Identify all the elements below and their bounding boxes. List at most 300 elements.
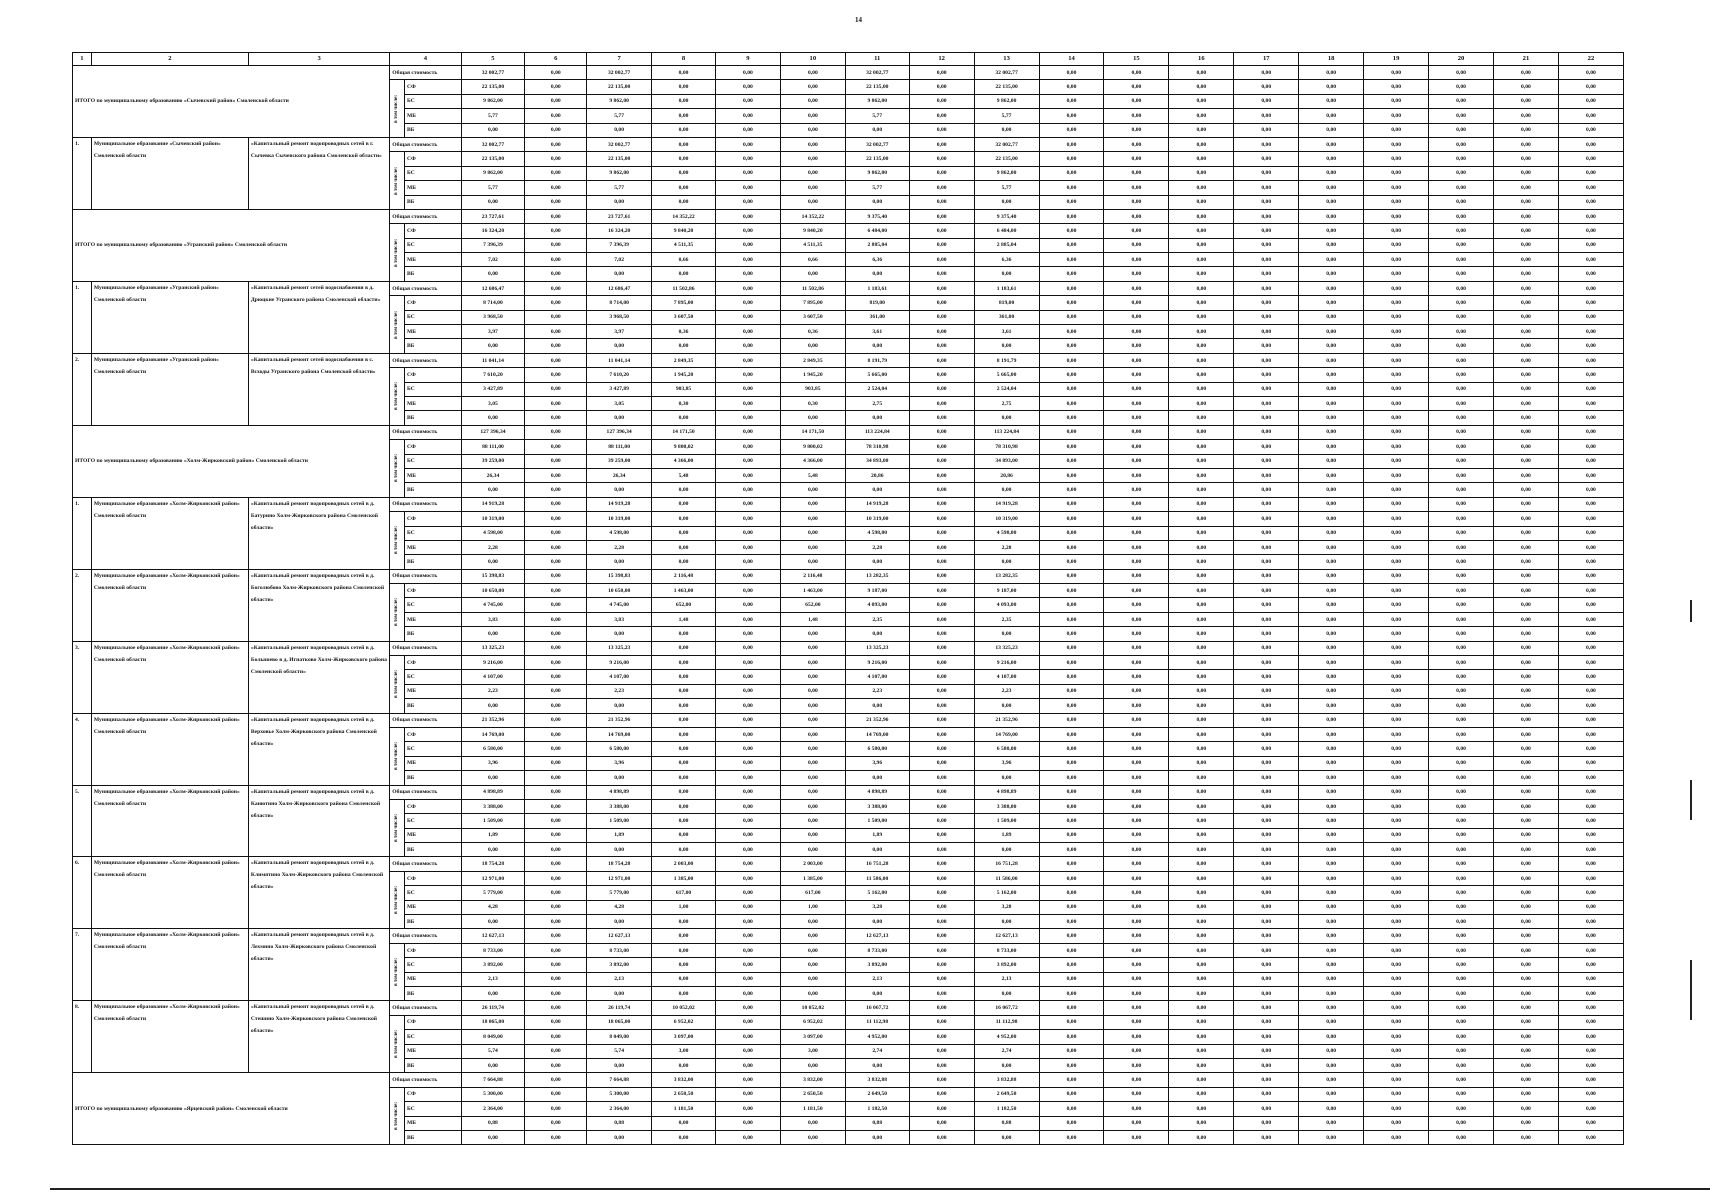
value-cell: 0,00 (1039, 267, 1104, 281)
value-cell: 20,86 (845, 468, 909, 482)
value-cell: 0,00 (461, 1130, 525, 1144)
value-cell: 0,00 (525, 843, 587, 857)
value-cell: 0,00 (1299, 325, 1364, 339)
value-cell: 0,00 (1364, 440, 1429, 454)
value-cell: 34 893,00 (845, 454, 909, 468)
value-cell: 0,00 (652, 771, 716, 785)
value-cell: 0,00 (1169, 339, 1234, 353)
value-cell: 0,00 (1299, 411, 1364, 425)
value-cell: 0,00 (1493, 569, 1558, 583)
municipality-name: Муниципальное образование «Холм-Жирковский район» Смоленской области (91, 713, 248, 785)
value-cell: 0,00 (1104, 915, 1169, 929)
value-cell: 361,00 (845, 310, 909, 324)
value-cell: 0,00 (461, 195, 525, 209)
value-cell: 0,00 (909, 1001, 974, 1015)
value-cell: 0,00 (1429, 109, 1494, 123)
item-row (73, 857, 1624, 871)
value-cell: 0,88 (461, 1116, 525, 1130)
value-cell: 0,00 (715, 497, 780, 511)
value-cell: 0,00 (715, 598, 780, 612)
value-cell: 0,00 (652, 943, 716, 957)
value-cell: 0,00 (1169, 627, 1234, 641)
value-cell: 21 352,96 (845, 713, 909, 727)
value-cell: 0,00 (1104, 598, 1169, 612)
value-cell: 0,00 (1169, 224, 1234, 238)
value-cell: 2,13 (587, 972, 652, 986)
value-cell: 0,00 (715, 656, 780, 670)
value-cell: 0,00 (1429, 152, 1494, 166)
value-cell: 113 224,84 (845, 425, 909, 439)
value-cell: 0,00 (780, 152, 845, 166)
value-cell: 0,00 (1169, 900, 1234, 914)
value-cell: 2,28 (974, 540, 1039, 554)
total-title: ИТОГО по муниципальному образованию «Холм-Жирковский район» Смоленской области (73, 425, 390, 497)
value-cell: 0,00 (715, 742, 780, 756)
value-cell: 0,00 (1169, 267, 1234, 281)
value-cell: 0,00 (1299, 396, 1364, 410)
value-cell: 0,00 (1234, 94, 1299, 108)
value-cell: 0,00 (1493, 94, 1558, 108)
value-cell: 0,00 (525, 80, 587, 94)
value-cell: 0,00 (909, 641, 974, 655)
value-cell: 0,00 (525, 656, 587, 670)
value-cell: 0,00 (1169, 857, 1234, 871)
in-that-label-cell (390, 727, 405, 785)
row-label: ВБ (404, 267, 461, 281)
value-cell: 0,00 (974, 915, 1039, 929)
row-label: ВБ (404, 411, 461, 425)
value-cell: 0,00 (974, 267, 1039, 281)
value-cell: 0,00 (715, 958, 780, 972)
value-cell: 0,00 (525, 396, 587, 410)
in-that-label: в том числе: (394, 238, 400, 267)
value-cell: 0,00 (587, 627, 652, 641)
value-cell: 0,00 (1429, 771, 1494, 785)
value-cell: 0,00 (1299, 166, 1364, 180)
value-cell: 0,00 (1039, 1058, 1104, 1072)
value-cell: 8 714,00 (587, 296, 652, 310)
value-cell: 0,00 (974, 195, 1039, 209)
value-cell: 39 259,00 (461, 454, 525, 468)
value-cell: 0,00 (715, 152, 780, 166)
value-cell: 0,00 (1558, 425, 1623, 439)
value-cell: 0,00 (1104, 656, 1169, 670)
value-cell: 0,00 (461, 267, 525, 281)
value-cell: 0,00 (1169, 137, 1234, 151)
value-cell: 3,96 (461, 756, 525, 770)
value-cell: 5 779,00 (587, 886, 652, 900)
value-cell: 0,00 (909, 915, 974, 929)
value-cell: 0,00 (1234, 1058, 1299, 1072)
value-cell: 0,00 (1364, 569, 1429, 583)
row-label: БС (404, 166, 461, 180)
value-cell: 819,00 (974, 296, 1039, 310)
value-cell: 0,00 (1299, 267, 1364, 281)
value-cell: 0,00 (1299, 958, 1364, 972)
value-cell: 0,00 (587, 555, 652, 569)
value-cell: 0,00 (525, 195, 587, 209)
value-cell: 0,00 (715, 1058, 780, 1072)
value-cell: 0,00 (1558, 699, 1623, 713)
value-cell: 2,13 (974, 972, 1039, 986)
row-label: МБ (404, 612, 461, 626)
value-cell: 0,00 (1364, 368, 1429, 382)
value-cell: 0,00 (652, 540, 716, 554)
value-cell: 0,00 (525, 325, 587, 339)
value-cell: 8 191,79 (974, 353, 1039, 367)
row-label: СФ (404, 152, 461, 166)
value-cell: 0,00 (1234, 1044, 1299, 1058)
value-cell: 0,00 (1429, 1102, 1494, 1116)
value-cell: 3 832,88 (845, 1073, 909, 1087)
work-description: «Капитальный ремонт водопроводных сетей в г. Сычевка Сычевского района Смоленской области» (248, 137, 389, 209)
value-cell: 0,00 (1364, 900, 1429, 914)
value-cell: 0,00 (1493, 598, 1558, 612)
value-cell: 0,00 (1364, 1015, 1429, 1029)
value-cell: 0,00 (525, 1130, 587, 1144)
value-cell: 0,66 (780, 253, 845, 267)
value-cell: 0,00 (715, 814, 780, 828)
value-cell: 0,00 (1234, 209, 1299, 223)
value-cell: 0,00 (1234, 1102, 1299, 1116)
value-cell: 0,00 (780, 166, 845, 180)
value-cell: 0,00 (1429, 886, 1494, 900)
value-cell: 0,00 (1364, 785, 1429, 799)
value-cell: 0,00 (1039, 569, 1104, 583)
value-cell: 0,00 (1104, 1044, 1169, 1058)
value-cell: 0,00 (909, 972, 974, 986)
value-cell: 11 112,98 (974, 1015, 1039, 1029)
work-description: «Капитальный ремонт сетей водоснабжения в с. Всходы Угранского района Смоленской области» (248, 353, 389, 425)
value-cell: 0,00 (1558, 454, 1623, 468)
value-cell: 0,00 (1364, 958, 1429, 972)
item-row (73, 569, 1624, 583)
value-cell: 0,00 (1558, 1130, 1623, 1144)
total-title: ИТОГО по муниципальному образованию «Угранский район» Смоленской области (73, 209, 390, 281)
value-cell: 1 181,50 (780, 1102, 845, 1116)
row-label: ВБ (404, 555, 461, 569)
value-cell: 0,00 (1299, 742, 1364, 756)
value-cell: 0,00 (780, 411, 845, 425)
value-cell: 0,00 (1104, 1073, 1169, 1087)
value-cell: 0,00 (780, 267, 845, 281)
value-cell: 3,83 (461, 612, 525, 626)
value-cell: 0,00 (909, 900, 974, 914)
value-cell: 0,00 (780, 843, 845, 857)
value-cell: 0,00 (1234, 238, 1299, 252)
value-cell: 0,00 (1104, 584, 1169, 598)
value-cell: 0,00 (1429, 1058, 1494, 1072)
value-cell: 0,00 (525, 483, 587, 497)
value-cell: 0,00 (1299, 123, 1364, 137)
value-cell: 23 727,61 (461, 209, 525, 223)
value-cell: 2,13 (845, 972, 909, 986)
value-cell: 4 898,89 (587, 785, 652, 799)
in-that-label-cell (390, 1087, 405, 1145)
value-cell: 0,00 (525, 382, 587, 396)
value-cell: 0,00 (525, 540, 587, 554)
work-description: «Капитальный ремонт водопроводных сетей в д. Верховье Холм-Жирковского района Смоленской области» (248, 713, 389, 785)
value-cell: 0,00 (1039, 785, 1104, 799)
value-cell: 0,00 (1234, 900, 1299, 914)
row-label: МБ (404, 181, 461, 195)
value-cell: 0,00 (1364, 627, 1429, 641)
value-cell: 2 649,50 (974, 1087, 1039, 1101)
value-cell: 0,00 (1364, 454, 1429, 468)
value-cell: 0,00 (1234, 656, 1299, 670)
value-cell: 0,00 (1104, 857, 1169, 871)
value-cell: 4 511,35 (652, 238, 716, 252)
value-cell: 6,36 (974, 253, 1039, 267)
value-cell: 0,00 (525, 454, 587, 468)
value-cell: 5 665,00 (974, 368, 1039, 382)
value-cell: 0,00 (1299, 972, 1364, 986)
value-cell: 0,00 (1364, 166, 1429, 180)
value-cell: 0,00 (1558, 109, 1623, 123)
value-cell: 0,00 (1169, 195, 1234, 209)
value-cell: 0,00 (1493, 972, 1558, 986)
value-cell: 0,00 (1429, 1015, 1494, 1029)
value-cell: 12 971,00 (461, 871, 525, 885)
work-description: «Капитальный ремонт водопроводных сетей в д. Болышево в д. Игнатково Холм-Жирковского района Смоленской области» (248, 641, 389, 713)
value-cell: 1 509,00 (845, 814, 909, 828)
value-cell: 0,00 (525, 137, 587, 151)
value-cell: 0,00 (1299, 195, 1364, 209)
value-cell: 0,00 (1558, 814, 1623, 828)
value-cell: 0,00 (1234, 857, 1299, 871)
value-cell: 127 396,34 (461, 425, 525, 439)
in-that-label-cell (390, 799, 405, 857)
value-cell: 0,00 (652, 483, 716, 497)
value-cell: 0,00 (1364, 584, 1429, 598)
value-cell: 0,00 (1299, 368, 1364, 382)
value-cell: 0,00 (1039, 814, 1104, 828)
value-cell: 11 041,14 (461, 353, 525, 367)
value-cell: 0,00 (715, 512, 780, 526)
value-cell: 0,00 (909, 1030, 974, 1044)
value-cell: 0,00 (1039, 987, 1104, 1001)
value-cell: 0,00 (1364, 814, 1429, 828)
value-cell: 0,00 (1429, 699, 1494, 713)
value-cell: 0,00 (715, 1073, 780, 1087)
value-cell: 0,00 (652, 756, 716, 770)
value-cell: 14 352,22 (780, 209, 845, 223)
value-cell: 0,00 (1493, 656, 1558, 670)
value-cell: 0,00 (1104, 987, 1169, 1001)
value-cell: 0,00 (461, 555, 525, 569)
value-cell: 0,00 (1039, 1001, 1104, 1015)
value-cell: 21 352,96 (974, 713, 1039, 727)
value-cell: 0,00 (1493, 756, 1558, 770)
value-cell: 0,00 (1234, 756, 1299, 770)
item-number: 8. (73, 1001, 92, 1073)
value-cell: 0,00 (1039, 1015, 1104, 1029)
value-cell: 0,00 (1039, 281, 1104, 295)
value-cell: 0,00 (715, 209, 780, 223)
value-cell: 0,00 (1104, 540, 1169, 554)
value-cell: 0,00 (1299, 224, 1364, 238)
value-cell: 0,00 (1429, 958, 1494, 972)
value-cell: 22 135,00 (845, 152, 909, 166)
value-cell: 0,00 (1169, 972, 1234, 986)
value-cell: 0,00 (1039, 828, 1104, 842)
value-cell: 2 650,50 (652, 1087, 716, 1101)
item-row (73, 137, 1624, 151)
value-cell: 18 754,28 (461, 857, 525, 871)
value-cell: 2 885,04 (974, 238, 1039, 252)
value-cell: 0,00 (715, 396, 780, 410)
value-cell: 0,00 (461, 699, 525, 713)
in-that-label-cell (390, 296, 405, 354)
value-cell: 7 610,20 (587, 368, 652, 382)
value-cell: 0,00 (1558, 598, 1623, 612)
in-that-label: в том числе: (394, 310, 400, 339)
value-cell: 0,88 (587, 1116, 652, 1130)
value-cell: 0,00 (1104, 253, 1169, 267)
value-cell: 0,00 (525, 555, 587, 569)
value-cell: 0,00 (1493, 181, 1558, 195)
value-cell: 652,00 (652, 598, 716, 612)
value-cell: 4 952,00 (974, 1030, 1039, 1044)
value-cell: 32 002,77 (461, 137, 525, 151)
value-cell: 0,00 (1429, 296, 1494, 310)
value-cell: 0,00 (1429, 1073, 1494, 1087)
value-cell: 0,00 (1039, 382, 1104, 396)
value-cell: 0,00 (1493, 310, 1558, 324)
value-cell: 0,00 (1169, 929, 1234, 943)
in-that-label: в том числе: (394, 886, 400, 915)
value-cell: 0,00 (780, 670, 845, 684)
value-cell: 2,23 (845, 684, 909, 698)
value-cell: 0,00 (1234, 684, 1299, 698)
value-cell: 0,00 (974, 339, 1039, 353)
value-cell: 0,00 (909, 80, 974, 94)
value-cell: 0,00 (1039, 109, 1104, 123)
column-number: 4 (390, 53, 461, 66)
value-cell: 0,00 (845, 699, 909, 713)
value-cell: 4 107,00 (974, 670, 1039, 684)
value-cell: 0,00 (525, 929, 587, 943)
value-cell: 1 182,50 (974, 1102, 1039, 1116)
column-number: 19 (1364, 53, 1429, 66)
value-cell: 3 607,50 (652, 310, 716, 324)
value-cell: 0,00 (1039, 1116, 1104, 1130)
value-cell: 5 300,00 (461, 1087, 525, 1101)
value-cell: 0,00 (715, 1102, 780, 1116)
value-cell: 0,00 (1039, 929, 1104, 943)
value-cell: 26,34 (587, 468, 652, 482)
value-cell: 11 586,00 (845, 871, 909, 885)
value-cell: 0,00 (1234, 1030, 1299, 1044)
value-cell: 0,00 (715, 1087, 780, 1101)
value-cell: 0,00 (1234, 713, 1299, 727)
value-cell: 0,00 (1364, 799, 1429, 813)
value-cell: 0,00 (909, 468, 974, 482)
value-cell: 0,00 (1299, 900, 1364, 914)
value-cell: 0,00 (1364, 915, 1429, 929)
value-cell: 11 502,86 (652, 281, 716, 295)
value-cell: 0,00 (1364, 641, 1429, 655)
value-cell: 0,00 (1039, 123, 1104, 137)
value-cell: 0,00 (1364, 468, 1429, 482)
value-cell: 3 832,00 (780, 1073, 845, 1087)
value-cell: 26,34 (461, 468, 525, 482)
value-cell: 0,00 (1234, 886, 1299, 900)
value-cell: 12 686,47 (461, 281, 525, 295)
value-cell: 0,00 (1429, 454, 1494, 468)
item-number: 5. (73, 785, 92, 857)
value-cell: 0,00 (715, 123, 780, 137)
value-cell: 0,00 (1234, 598, 1299, 612)
value-cell: 0,00 (1234, 1001, 1299, 1015)
value-cell: 10 052,02 (652, 1001, 716, 1015)
value-cell: 18 065,00 (587, 1015, 652, 1029)
value-cell: 0,00 (780, 555, 845, 569)
value-cell: 0,00 (1558, 785, 1623, 799)
value-cell: 1 463,00 (780, 584, 845, 598)
value-cell: 0,00 (909, 771, 974, 785)
value-cell: 0,00 (1299, 598, 1364, 612)
value-cell: 127 396,34 (587, 425, 652, 439)
value-cell: 0,00 (1429, 828, 1494, 842)
value-cell: 0,00 (1234, 799, 1299, 813)
value-cell: 1 182,50 (845, 1102, 909, 1116)
value-cell: 0,00 (715, 972, 780, 986)
value-cell: 0,00 (1039, 656, 1104, 670)
value-cell: 0,00 (1493, 555, 1558, 569)
value-cell: 0,00 (909, 497, 974, 511)
value-cell: 0,00 (1104, 209, 1169, 223)
value-cell: 0,00 (1558, 713, 1623, 727)
value-cell: 0,00 (1234, 195, 1299, 209)
value-cell: 0,00 (525, 497, 587, 511)
value-cell: 0,00 (1169, 181, 1234, 195)
value-cell: 0,00 (1039, 224, 1104, 238)
row-label: ВБ (404, 627, 461, 641)
value-cell: 0,00 (1039, 339, 1104, 353)
value-cell: 0,00 (1299, 497, 1364, 511)
value-cell: 1,89 (587, 828, 652, 842)
value-cell: 0,00 (1429, 497, 1494, 511)
value-cell: 11 586,00 (974, 871, 1039, 885)
value-cell: 5,74 (461, 1044, 525, 1058)
value-cell: 0,00 (974, 411, 1039, 425)
value-cell: 0,00 (1234, 915, 1299, 929)
value-cell: 0,00 (1039, 900, 1104, 914)
value-cell: 0,00 (1234, 253, 1299, 267)
value-cell: 0,00 (909, 166, 974, 180)
value-cell: 2,75 (974, 396, 1039, 410)
value-cell: 5,77 (587, 109, 652, 123)
value-cell: 0,00 (1429, 512, 1494, 526)
value-cell: 0,00 (1039, 727, 1104, 741)
value-cell: 0,00 (652, 1116, 716, 1130)
value-cell: 0,00 (652, 512, 716, 526)
value-cell: 0,00 (845, 771, 909, 785)
value-cell: 0,00 (1364, 94, 1429, 108)
value-cell: 0,00 (780, 123, 845, 137)
item-row (73, 929, 1624, 943)
value-cell: 2,75 (845, 396, 909, 410)
value-cell: 0,00 (1429, 871, 1494, 885)
value-cell: 0,00 (1364, 1130, 1429, 1144)
value-cell: 12 627,13 (461, 929, 525, 943)
value-cell: 0,00 (652, 152, 716, 166)
row-label: Общая стоимость (390, 785, 461, 799)
value-cell: 0,00 (1234, 569, 1299, 583)
value-cell: 0,00 (1169, 756, 1234, 770)
value-cell: 5,77 (461, 181, 525, 195)
